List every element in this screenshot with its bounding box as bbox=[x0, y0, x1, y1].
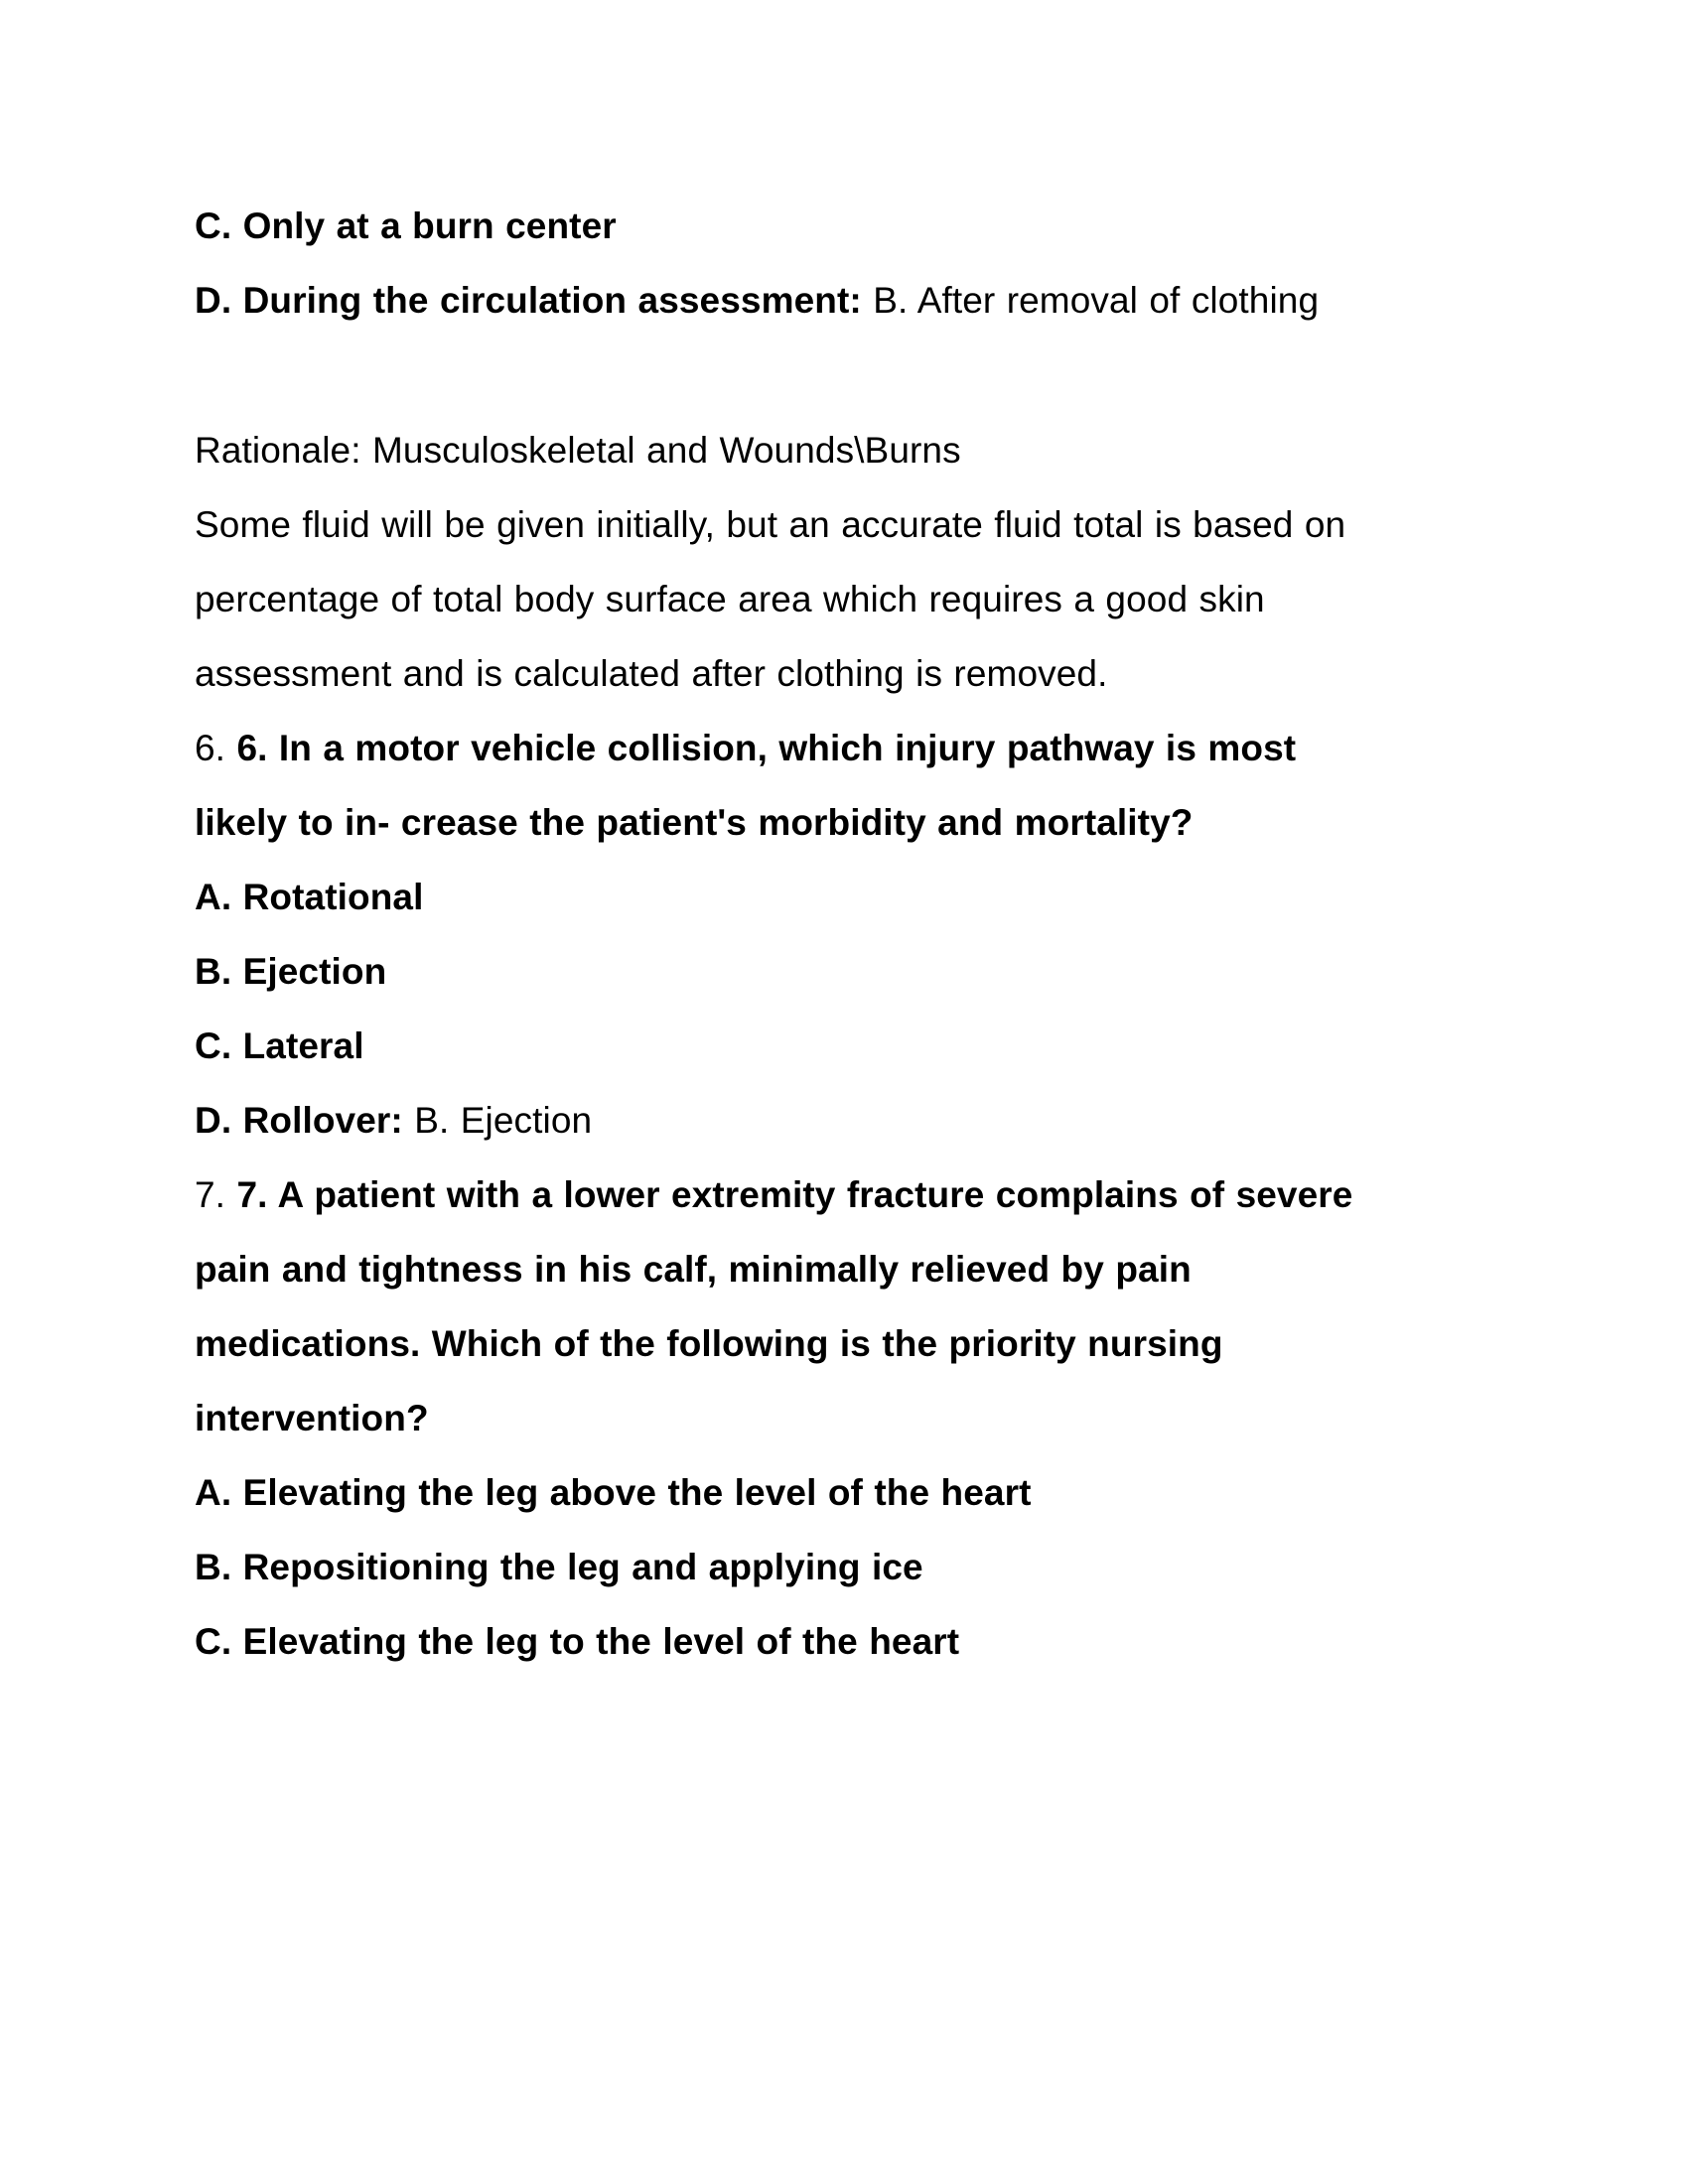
question-6-stem bbox=[195, 711, 1366, 860]
question-7-text: 7. A patient with a lower extremity fracture complains of severe pain and tightness in his calf, minimally relieved by pain medications. Which of the following is the priority nursing intervention? bbox=[195, 1174, 1364, 1438]
question-6-option-b: B. Ejection bbox=[195, 951, 387, 992]
blank-line-spacer bbox=[195, 338, 1485, 413]
option-c-burn-center: C. Only at a burn center bbox=[195, 205, 617, 246]
option-d-answer: B. After removal of clothing bbox=[861, 280, 1320, 321]
option-d-circulation-assessment bbox=[195, 263, 1485, 338]
question-6-text: 6. In a motor vehicle collision, which injury pathway is most likely to in- crease the patient's morbidity and mortality? bbox=[195, 728, 1308, 843]
question-6-list-number: 6. bbox=[195, 728, 237, 768]
rationale-section bbox=[195, 413, 1485, 711]
question-6-answer: B. Ejection bbox=[402, 1100, 593, 1141]
previous-question-options bbox=[195, 189, 1485, 338]
rationale-heading: Rationale: Musculoskeletal and Wounds\Burns bbox=[195, 430, 961, 471]
question-7-stem bbox=[195, 1158, 1366, 1455]
question-6-option-d-label: D. Rollover: bbox=[195, 1100, 403, 1141]
document-content bbox=[195, 189, 1485, 1679]
question-6-option-c: C. Lateral bbox=[195, 1025, 364, 1066]
question-6 bbox=[195, 711, 1485, 1158]
question-7-option-a: A. Elevating the leg above the level of the heart bbox=[195, 1472, 1032, 1513]
question-7-option-c: C. Elevating the leg to the level of the heart bbox=[195, 1621, 960, 1662]
question-7 bbox=[195, 1158, 1485, 1679]
question-7-option-b: B. Repositioning the leg and applying ice bbox=[195, 1547, 923, 1587]
option-d-label: D. During the circulation assessment: bbox=[195, 280, 862, 321]
question-7-list-number: 7. bbox=[195, 1174, 237, 1215]
question-6-option-d bbox=[195, 1083, 1485, 1158]
question-6-option-a: A. Rotational bbox=[195, 877, 424, 917]
rationale-body: Some fluid will be given initially, but an accurate fluid total is based on percentage of total body surface area which requires a good skin assessment and is calculated after clothing is removed. bbox=[195, 504, 1357, 694]
